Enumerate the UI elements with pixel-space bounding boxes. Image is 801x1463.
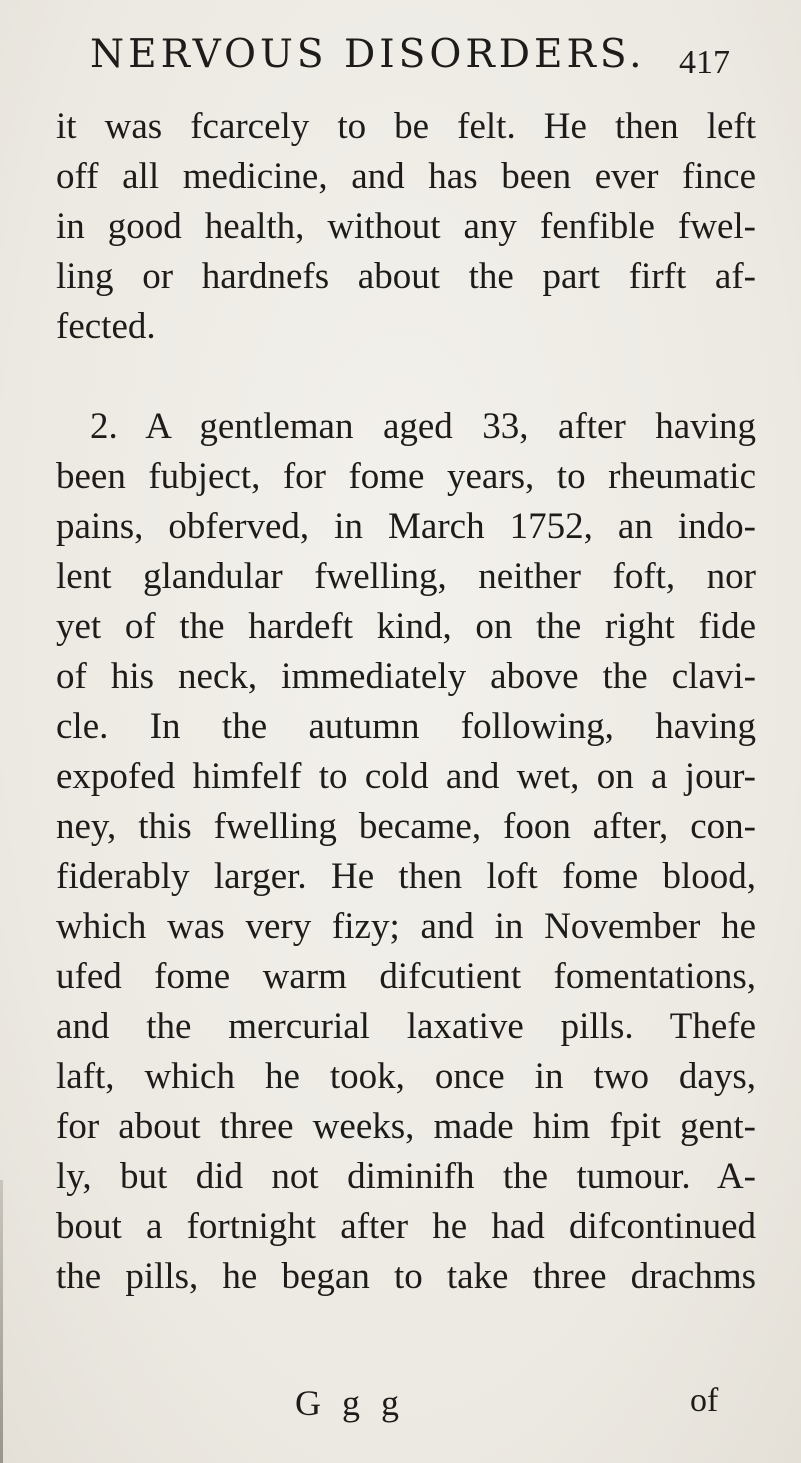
- text-line: lent glandular fwelling, neither foft, nor: [56, 556, 756, 597]
- text-line: the pills, he began to take three drachms: [56, 1256, 756, 1297]
- page-header: [90, 28, 730, 88]
- signature-mark: G g g: [295, 1383, 405, 1423]
- text-line: laft, which he took, once in two days,: [56, 1056, 756, 1097]
- text-line: ney, this fwelling became, foon after, con-: [56, 806, 756, 847]
- text-line: pains, obferved, in March 1752, an indo-: [56, 506, 756, 547]
- text-line: in good health, without any fenfible fwel-: [56, 206, 756, 247]
- text-line: off all medicine, and has been ever fince: [56, 156, 756, 197]
- text-line: and the mercurial laxative pills. Thefe: [56, 1006, 756, 1047]
- text-line: fiderably larger. He then loft fome blood,: [56, 856, 756, 897]
- binding-edge-shadow: [0, 1180, 3, 1463]
- text-line: it was fcarcely to be felt. He then left: [56, 106, 756, 147]
- text-line: yet of the hardeft kind, on the right fide: [56, 606, 756, 647]
- text-line: ling or hardnefs about the part firft af-: [56, 256, 756, 297]
- text-line: been fubject, for fome years, to rheumatic: [56, 456, 756, 497]
- text-line: 2. A gentleman aged 33, after having: [90, 406, 756, 447]
- text-line: which was very fizy; and in November he: [56, 906, 756, 947]
- text-line: of his neck, immediately above the clavi-: [56, 656, 756, 697]
- running-head: NERVOUS DISORDERS.: [90, 32, 646, 77]
- text-line: bout a fortnight after he had difcontinued: [56, 1206, 756, 1247]
- page-footer: [0, 1382, 801, 1422]
- catchword: of: [690, 1382, 719, 1419]
- text-line: ly, but did not diminifh the tumour. A-: [56, 1156, 756, 1197]
- text-line: cle. In the autumn following, having: [56, 706, 756, 747]
- text-line: ufed fome warm difcutient fomentations,: [56, 956, 756, 997]
- text-line: expofed himfelf to cold and wet, on a jour-: [56, 756, 756, 797]
- text-line: fected.: [56, 306, 156, 347]
- text-line: for about three weeks, made him fpit gent-: [56, 1106, 756, 1147]
- page-number: 417: [679, 44, 730, 81]
